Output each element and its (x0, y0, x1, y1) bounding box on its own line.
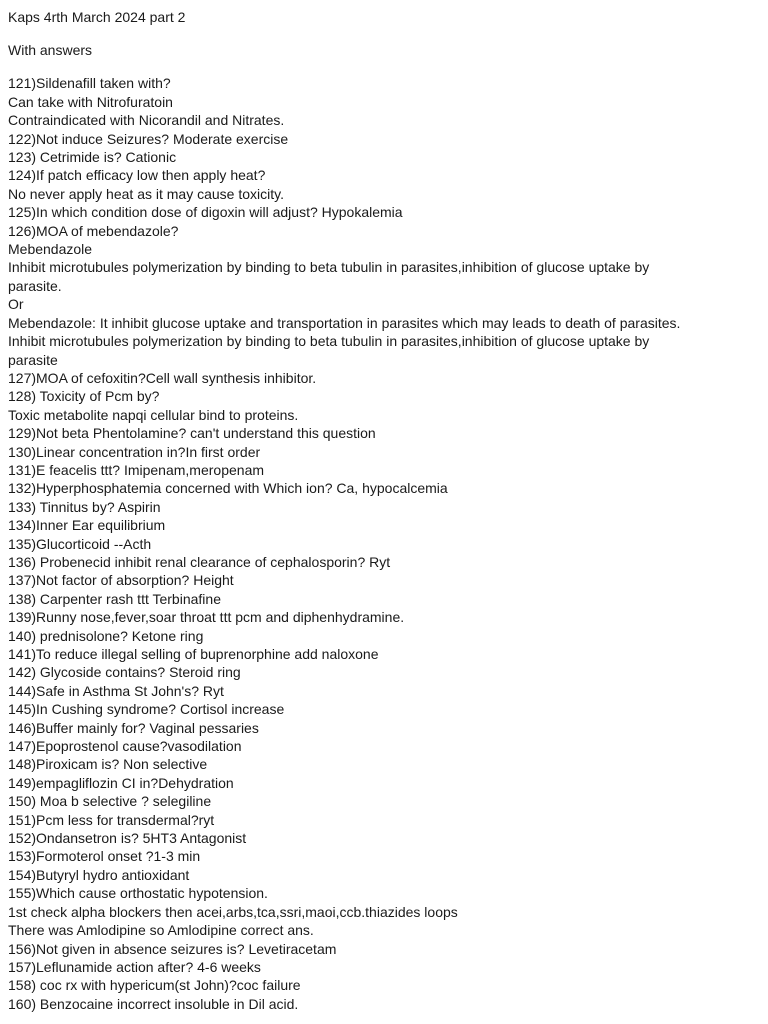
qa-line: 158) coc rx with hypericum(st John)?coc failure (8, 977, 301, 994)
qa-line: Can take with Nitrofuratoin (8, 93, 173, 110)
qa-line: 142) Glycoside contains? Steroid ring (8, 664, 241, 681)
qa-line: No never apply heat as it may cause toxicity. (8, 185, 284, 202)
qa-line: Toxic metabolite napqi cellular bind to proteins. (8, 406, 299, 423)
qa-line: 124)If patch efficacy low then apply heat? (8, 167, 266, 184)
qa-line: 155)Which cause orthostatic hypotension. (8, 885, 268, 902)
qa-line: 1st check alpha blockers then acei,arbs,tca,ssri,maoi,ccb.thiazides loops (8, 903, 458, 920)
qa-line: 131)E feacelis ttt? Imipenam,meropenam (8, 461, 265, 478)
qa-line: 137)Not factor of absorption? Height (8, 572, 234, 589)
qa-line: 133) Tinnitus by? Aspirin (8, 498, 161, 515)
qa-line: 160) Benzocaine incorrect insoluble in Dil acid. (8, 995, 299, 1012)
qa-line: 154)Butyryl hydro antioxidant (8, 866, 190, 883)
qa-line: 139)Runny nose,fever,soar throat ttt pcm and diphenhydramine. (8, 609, 405, 626)
qa-line: 121)Sildenafill taken with? (8, 75, 171, 92)
document-page (8, 8, 760, 1013)
qa-line: Contraindicated with Nicorandil and Nitrates. (8, 112, 285, 129)
qa-line: 122)Not induce Seizures? Moderate exercise (8, 130, 289, 147)
qa-line: 134)Inner Ear equilibrium (8, 517, 166, 534)
qa-line: parasite. (8, 277, 62, 294)
qa-line: 146)Buffer mainly for? Vaginal pessaries (8, 719, 259, 736)
qa-line: 136) Probenecid inhibit renal clearance of cephalosporin? Ryt (8, 553, 391, 570)
qa-line: 144)Safe in Asthma St John's? Ryt (8, 682, 224, 699)
qa-line: 128) Toxicity of Pcm by? (8, 388, 160, 405)
qa-line: Inhibit microtubules polymerization by binding to beta tubulin in parasites,inhibition of glucose uptake by (8, 333, 650, 350)
qa-line: 152)Ondansetron is? 5HT3 Antagonist (8, 830, 247, 847)
qa-line: 150) Moa b selective ? selegiline (8, 793, 212, 810)
qa-line: 147)Epoprostenol cause?vasodilation (8, 738, 242, 755)
qa-line: 129)Not beta Phentolamine? can't understand this question (8, 425, 376, 442)
qa-line: 127)MOA of cefoxitin?Cell wall synthesis inhibitor. (8, 369, 317, 386)
qa-line: There was Amlodipine so Amlodipine correct ans. (8, 922, 314, 939)
qa-line: 153)Formoterol onset ?1-3 min (8, 848, 201, 865)
qa-line: Mebendazole (8, 241, 93, 258)
qa-line: 140) prednisolone? Ketone ring (8, 627, 204, 644)
document-subtitle: With answers (8, 42, 93, 59)
qa-line: 151)Pcm less for transdermal?ryt (8, 811, 215, 828)
qa-line: 156)Not given in absence seizures is? Levetiracetam (8, 940, 337, 957)
qa-line: 138) Carpenter rash ttt Terbinafine (8, 590, 221, 607)
qa-line: 141)To reduce illegal selling of buprenorphine add naloxone (8, 646, 379, 662)
qa-line: 148)Piroxicam is? Non selective (8, 756, 208, 773)
qa-list (8, 74, 760, 1013)
qa-line: 135)Glucorticoid --Acth (8, 535, 152, 552)
qa-line: 126)MOA of mebendazole? (8, 222, 179, 239)
spacer (8, 26, 760, 41)
qa-line: 149)empagliflozin CI in?Dehydration (8, 774, 234, 791)
qa-line: Or (8, 296, 24, 313)
qa-line: 132)Hyperphosphatemia concerned with Which ion? Ca, hypocalcemia (8, 480, 448, 497)
qa-line: 157)Leflunamide action after? 4-6 weeks (8, 958, 261, 975)
qa-line: 145)In Cushing syndrome? Cortisol increase (8, 701, 285, 718)
qa-line: parasite (8, 351, 58, 368)
document-title: Kaps 4rth March 2024 part 2 (8, 9, 186, 25)
qa-line: Mebendazole: It inhibit glucose uptake and transportation in parasites which may leads to death of parasites. (8, 314, 681, 331)
qa-line: Inhibit microtubules polymerization by binding to beta tubulin in parasites,inhibition of glucose uptake by (8, 259, 650, 276)
qa-line: 130)Linear concentration in?In first order (8, 443, 261, 460)
spacer (8, 60, 760, 75)
qa-line: 123) Cetrimide is? Cationic (8, 149, 177, 166)
qa-line: 125)In which condition dose of digoxin will adjust? Hypokalemia (8, 204, 403, 221)
